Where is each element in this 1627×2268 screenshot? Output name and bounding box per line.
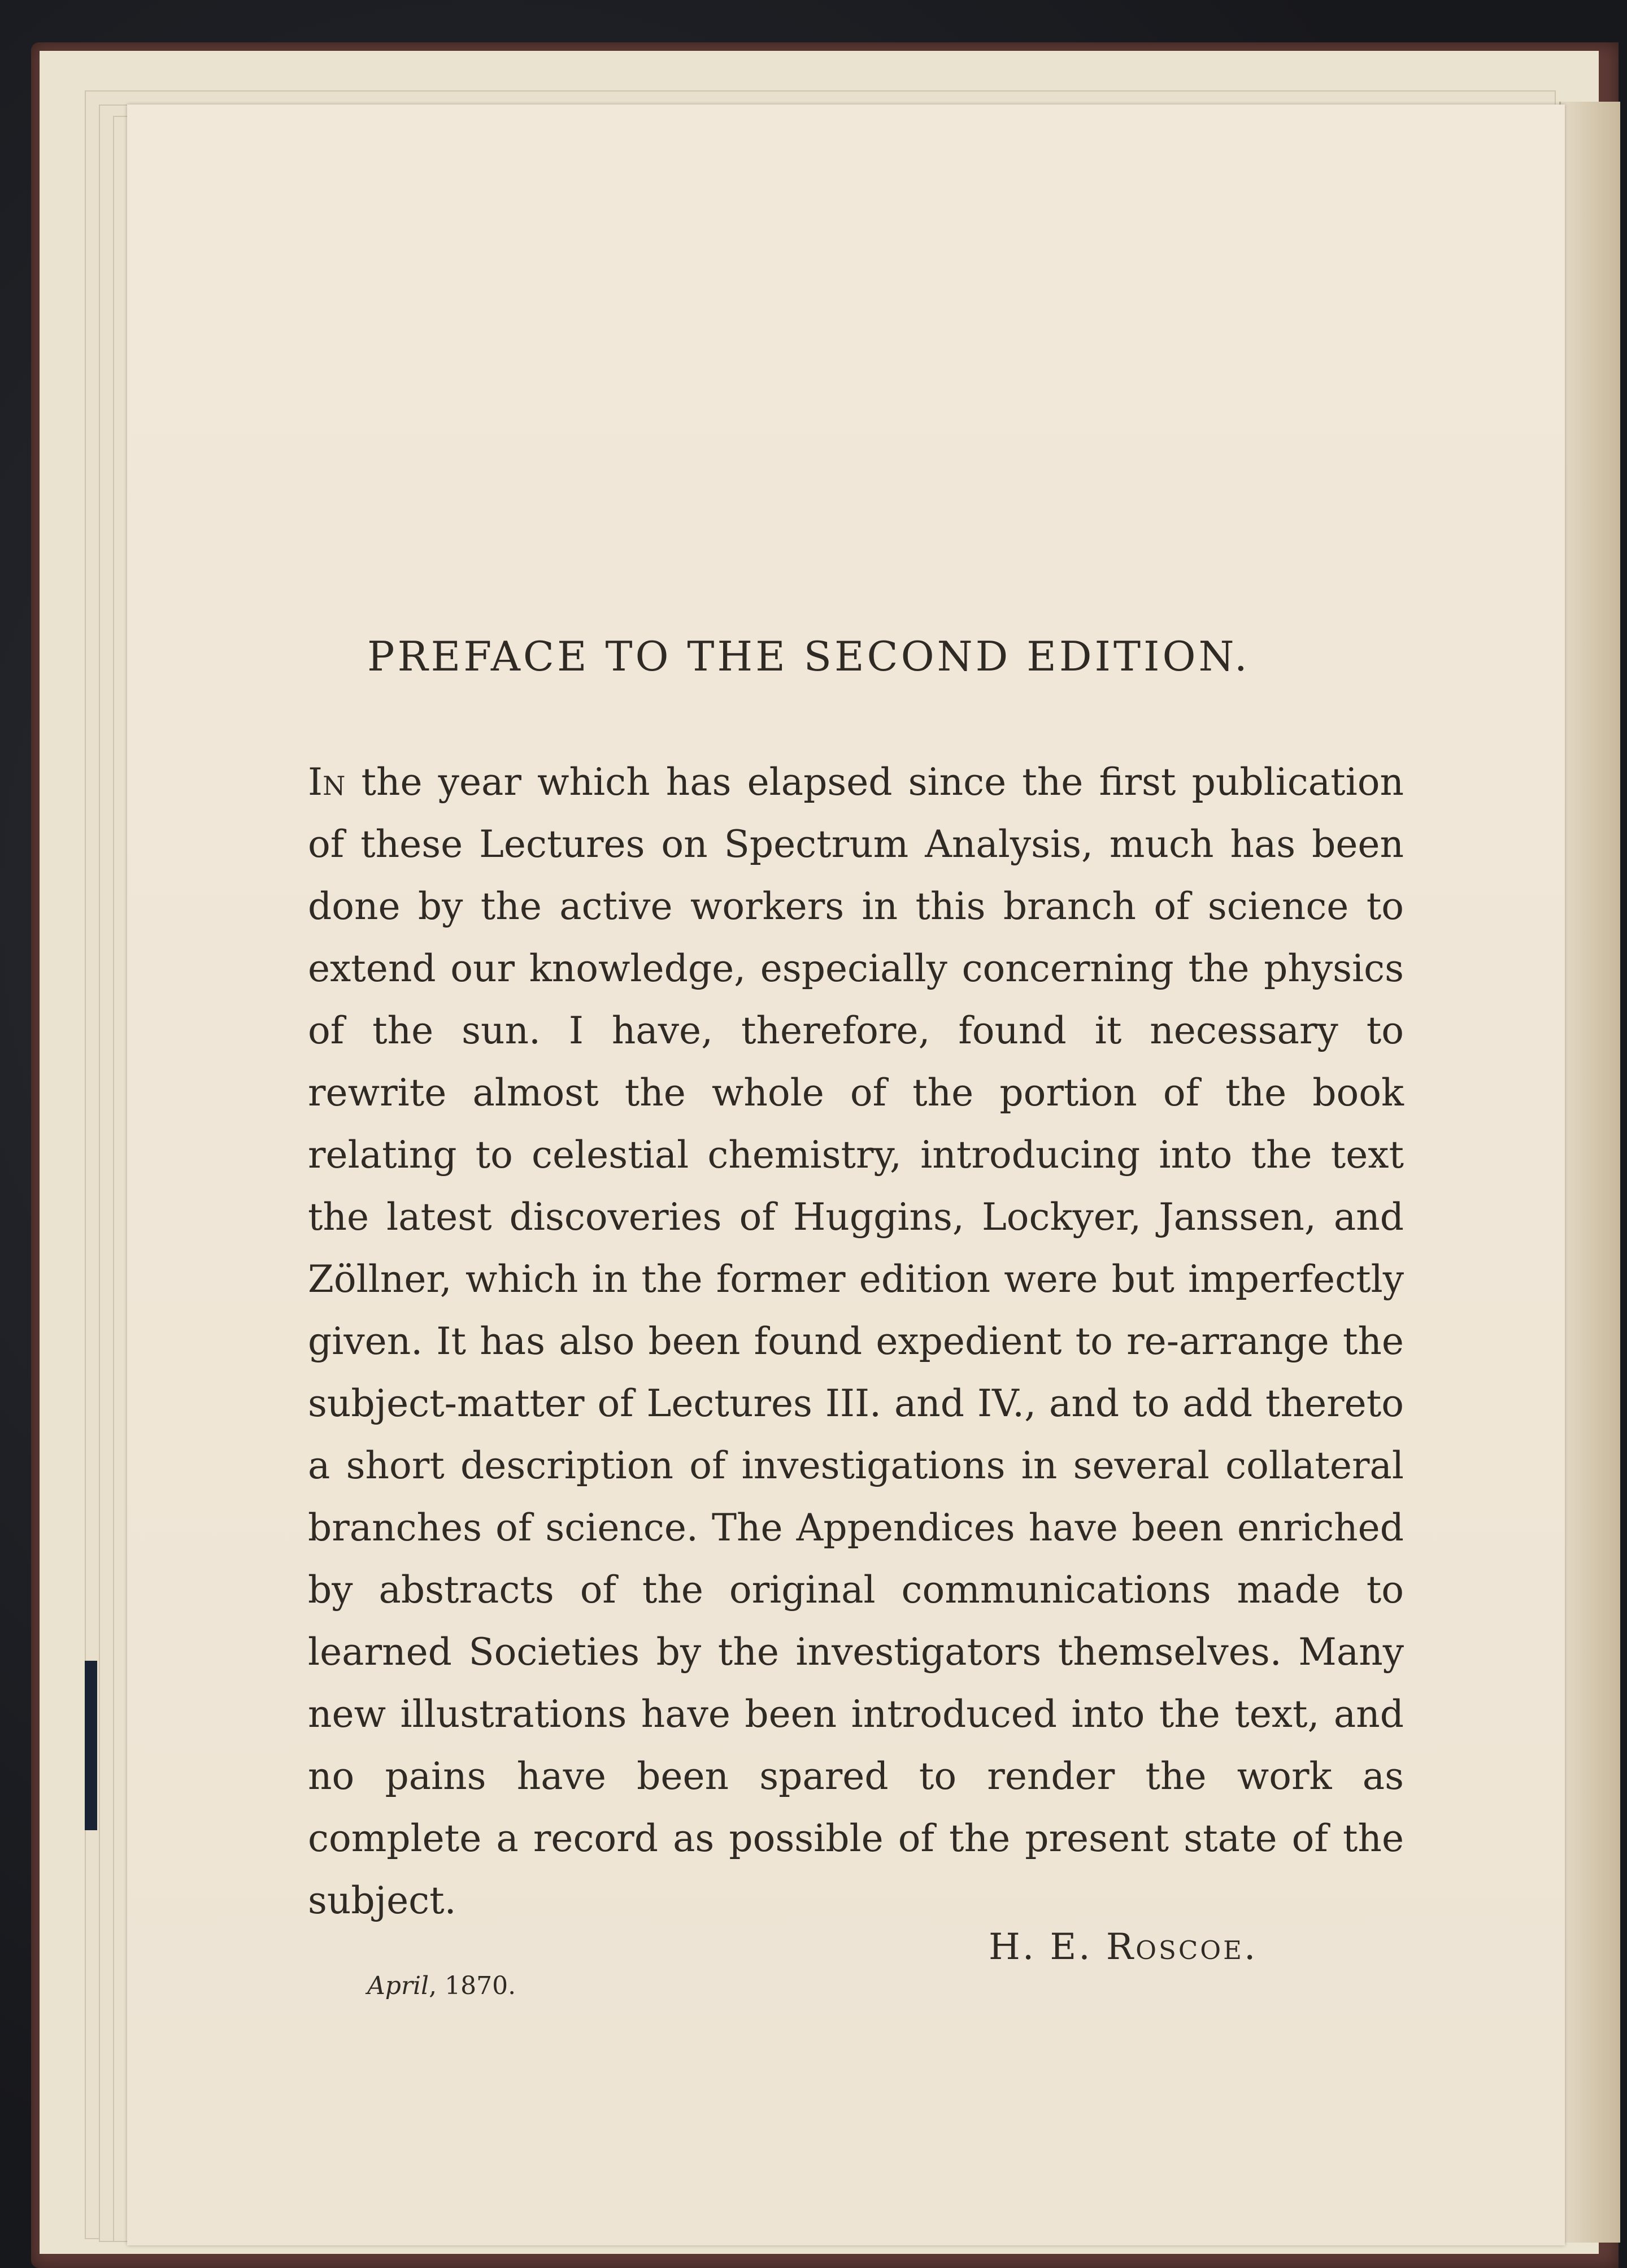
- lead-word: In: [308, 760, 346, 804]
- paragraph-text: the year which has elapsed since the first publication of these Lectures on Spectrum Analysis, much has been done by the active workers in this branch of science to extend our knowledge, especially concerning the physics of the sun. I have, therefore, found it necessary to rewrite almost the whole of the portion of the book relating to celestial chemistry, introducing into the text the latest discoveries of Huggins, Lockyer, Janssen, and Zöllner, which in the former edition were but imperfectly given. It has also been found expedient to re-arrange the subject-matter of Lectures III. and IV., and to add thereto a short description of investigations in several collateral branches of science. The Appendices have been enriched by abstracts of the original communications made to learned Societies by the investigators themselves. Many new illustrations have been introduced into the text, and no pains have been spared to render the work as complete a record as possible of the present state of the subject.: [308, 760, 1404, 1922]
- page-title: PREFACE TO THE SECOND EDITION.: [367, 633, 1250, 680]
- spine-tag: [85, 1661, 97, 1830]
- date-month: April: [367, 1971, 429, 2000]
- page-stack-edge: [1559, 102, 1620, 2243]
- author-signature: H. E. Roscoe.: [989, 1926, 1258, 1968]
- preface-paragraph: [308, 751, 1404, 1932]
- preface-date: April, 1870.: [367, 1971, 516, 2000]
- date-year: 1870.: [445, 1971, 516, 2000]
